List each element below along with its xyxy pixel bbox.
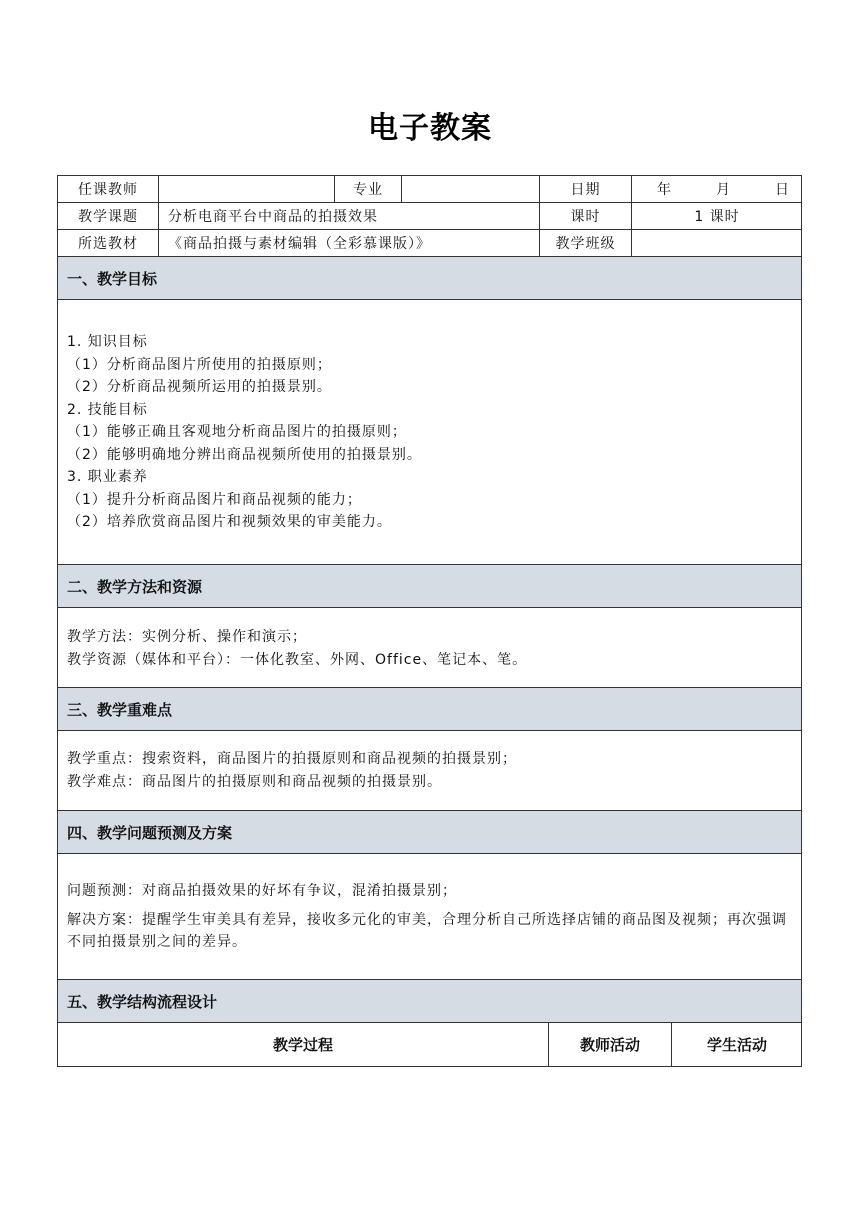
major-field[interactable] (402, 176, 540, 202)
info-row-teacher (57, 175, 802, 203)
problem-solution: 解决方案：提醒学生审美具有差异，接收多元化的审美，合理分析自己所选择店铺的商品图及视频；再次强调不同拍摄景别之间的差异。 (67, 911, 787, 950)
section-heading-key-points: 三、教学重难点 (58, 688, 801, 730)
objective-line: （1）能够正确且客观地分析商品图片的拍摄原则； (67, 424, 407, 440)
keypoints-body-row (57, 731, 802, 811)
hours-value: 1 课时 (694, 209, 740, 225)
key-point-line: 教学重点：搜索资料，商品图片的拍摄原则和商品视频的拍摄景别； (67, 751, 517, 767)
column-header-teacher: 教师活动 (549, 1023, 672, 1066)
objective-line: （1）分析商品图片所使用的拍摄原则； (67, 356, 332, 373)
objective-line: （2）培养欣赏商品图片和视频效果的审美能力。 (67, 514, 392, 530)
objective-line: 1. 知识目标 (67, 334, 148, 350)
date-month: 月 (716, 182, 731, 198)
column-header-student: 学生活动 (706, 1036, 767, 1054)
problems-heading-row (57, 811, 802, 854)
methods-content (58, 608, 801, 671)
objectives-content (58, 300, 801, 534)
column-header-process: 教学过程 (58, 1023, 549, 1066)
section-heading-objectives: 一、教学目标 (58, 257, 801, 299)
page-title: 电子教案 (368, 111, 492, 146)
major-label: 专业 (335, 176, 402, 202)
objectives-heading-row (57, 257, 802, 300)
hours-label: 课时 (540, 203, 632, 229)
keypoints-heading-row (57, 688, 802, 731)
objective-line: （1）提升分析商品图片和商品视频的能力； (67, 491, 362, 508)
problems-body-row (57, 854, 802, 980)
topic-label: 教学课题 (58, 203, 159, 229)
objective-line: 3. 职业素养 (67, 469, 148, 485)
section-heading-methods: 二、教学方法和资源 (58, 565, 801, 607)
date-year: 年 (657, 182, 672, 198)
objective-line: 2. 技能目标 (67, 401, 148, 418)
info-row-textbook (57, 230, 802, 257)
objectives-body-row (57, 300, 802, 565)
class-label: 教学班级 (540, 230, 632, 256)
date-label: 日期 (540, 176, 632, 202)
difficulty-line: 教学难点：商品图片的拍摄原则和商品视频的拍摄景别。 (67, 773, 442, 790)
teacher-field[interactable] (159, 176, 335, 202)
info-row-topic (57, 203, 802, 230)
section-heading-flow: 五、教学结构流程设计 (58, 980, 801, 1022)
date-field[interactable] (632, 176, 802, 202)
objective-line: （2）分析商品视频所运用的拍摄景别。 (67, 379, 332, 395)
methods-heading-row (57, 565, 802, 608)
methods-body-row (57, 608, 802, 688)
objective-line: （2）能够明确地分辨出商品视频所使用的拍摄景别。 (67, 446, 422, 463)
flow-columns-row (57, 1023, 802, 1067)
lesson-plan-table (57, 175, 802, 1067)
class-field[interactable] (632, 230, 802, 256)
problems-content (58, 854, 801, 953)
resource-line: 教学资源（媒体和平台）：一体化教室、外网、Office、笔记本、笔。 (67, 651, 528, 668)
textbook-label: 所选教材 (58, 230, 159, 256)
teacher-label: 任课教师 (58, 176, 159, 202)
topic-value: 分析电商平台中商品的拍摄效果 (159, 203, 540, 229)
date-day: 日 (775, 182, 790, 198)
section-heading-problems: 四、教学问题预测及方案 (58, 811, 801, 853)
flow-heading-row (57, 980, 802, 1023)
method-line: 教学方法：实例分析、操作和演示； (67, 629, 307, 645)
problem-prediction: 问题预测：对商品拍摄效果的好坏有争议，混淆拍摄景别； (67, 883, 457, 899)
key-points-content (58, 731, 801, 793)
textbook-value: 《商品拍摄与素材编辑（全彩慕课版）》 (159, 230, 540, 256)
